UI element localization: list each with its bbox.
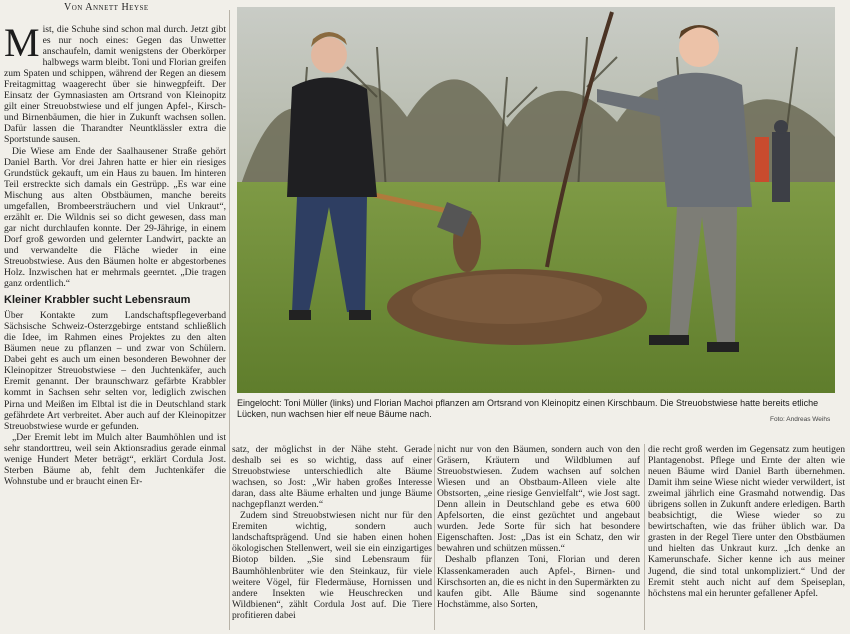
- photo-credit: Foto: Andreas Weihs: [770, 416, 831, 423]
- article-column-4: [648, 444, 845, 634]
- paragraph: „Der Eremit lebt im Mulch alter Baumhöhlen und ist sehr standorttreu, weil sein Aktionsradius gerade einmal wenige Hundert Meter beträgt“, erklärt Cordula Jost. Sterben Bäume ab, fehlt dem Juchtenkäfer die Wohnstube und er braucht einen Er-: [4, 431, 226, 487]
- article-column-3: [437, 444, 640, 634]
- column-divider: [434, 444, 435, 630]
- paragraph: satz, der möglichst in der Nähe steht. Gerade deshalb sei es so wichtig, dass auf einer Streuobstwiese unterschiedlich alte Bäume wachsen, so Jost: „Wir haben großes Interesse daran, dass alte Bäume erhalten und junge Bäume nachgepflanzt werden.“: [232, 444, 432, 511]
- column-divider: [644, 444, 645, 630]
- paragraph: Über Kontakte zum Landschaftspflegeverband Sächsische Schweiz-Osterzgebirge entstand schließlich die Idee, im Rahmen eines Projektes zu den alten Bäumen neue zu pflanzen – und zwar von Schülern. Dabei geht es auch um einen besonderen Bewohner der Kleinopitzer Streuobstwiese – den Juchtenkäfer, auch Eremit genannt. Der braunschwarz gefärbte Krabbler kommt in Sachsen sehr selten vor, lediglich zwischen Pirna und Meißen im Elbtal ist die in Deutschland stark gefährdete Art verbreitet. Aber auch auf der Kleinopitzer Streuobstwiese wurde er gefunden.: [4, 310, 226, 432]
- drop-cap: M: [4, 20, 40, 65]
- photo-illustration: [237, 7, 835, 393]
- article-photo: [237, 7, 835, 393]
- byline: Von Annett Heyse: [64, 2, 149, 13]
- paragraph: Deshalb pflanzen Toni, Florian und deren Klassenkameraden auch Apfel-, Birnen- und Kirschsorten an, die es nicht in den Supermärkten zu kaufen gibt. Alle Bäume sind sogenannte Hochstämme, also Sorten,: [437, 554, 640, 610]
- photo-caption: Eingelocht: Toni Müller (links) und Florian Machoi pflanzen am Ortsrand von Kleinopitz einen Kirschbaum. Die Streuobstwiese hatte bereits etliche Lücken, nun wachsen hier elf neue Bäume nach.: [237, 398, 819, 419]
- lead-paragraph: [4, 20, 226, 146]
- subheading: Kleiner Krabbler sucht Lebensraum: [4, 294, 191, 307]
- paragraph: nicht nur von den Bäumen, sondern auch von den Gräsern, Kräutern und Wildblumen auf Streuobstwiesen. Zudem wachsen auf solchen Wiesen und an Obstbaum-Alleen viele alte Obstsorten, „eine riesige Genvielfalt“, wie Jost sagt. Denn allein in Deutschland gebe es etwa 600 Apfelsorten, die einst gezüchtet und angebaut wurden. Jede Sorte für sich hat besondere Eigenschaften. Jost: „Das ist ein Schatz, den wir bewahren und schützen müssen.“: [437, 444, 640, 555]
- column-divider: [229, 10, 230, 630]
- paragraph: Zudem sind Streuobstwiesen nicht nur für den Eremiten wichtig, sondern auch landschaftsprägend. Und sie haben einen hohen ökologischen Stellenwert, weil sie ein einzigartiges Biotop bilden. „Sie sind Lebensraum für Baumhöhlenbrüter wie den Steinkauz, für viele weitere Vögel, für Fledermäuse, Hornissen und andere Insekten wie Heuschrecken und Wildbienen“, zählt Cordula Jost auf. Die Tiere profitieren dabei: [232, 510, 432, 621]
- paragraph: die recht groß werden im Gegensatz zum heutigen Plantagenobst. Pflege und Ernte der alten wie neuen Bäume wird Daniel Barth übernehmen. Damit ihm seine Wiese nicht wieder verwildert, ist zweimal jährlich eine Grasmahd notwendig. Das übrigens sollen in Zukunft andere erledigen. Barth beabsichtigt, die Wiese wieder so zu bewirtschaften, wie das früher üblich war. Da grasten in der Regel Tiere unter den Obstbäumen und hielten das Unkraut kurz. „Ich denke an Kamerunschafe. Sicher kenne ich aus meiner Jugend, die sind total unkompliziert.“ Und der Eremit steht auch nicht auf dem Speiseplan, höchstens mal ein herunter gefallener Apfel.: [648, 444, 845, 599]
- paragraph: Die Wiese am Ende der Saalhausener Straße gehört Daniel Barth. Vor drei Jahren hatte er hier ein riesiges Grundstück gekauft, um ein Haus zu bauen. Im hinteren Teil erstreckte sich damals ein Gestrüpp. „Es war eine Mischung aus alten Obstbäumen, manche bereits umgefallen, Brombeersträuchern und viel Unkraut“, erzählt er. Die Wildnis sei so dicht gewesen, dass man gar nicht durchlaufen konnte. Der 29-Jährige, in einem Dorf groß geworden und gelernter Landwirt, packte an und verwandelte die Fläche wieder in eine Streuobstwiese. Aus den Bäumen holte er abgestorbenes Holz. Inzwischen hat er mehrmals geerntet. „Die tragen ganz ordentlich.“: [4, 145, 226, 290]
- article-column-2: [232, 444, 432, 634]
- lead-paragraph-text: ist, die Schuhe sind schon mal durch. Jetzt gibt es nur noch eines: Gegen das Unwetter anschaufeln, damit wenigstens der Oberkörper halbwegs warm bleibt. Toni und Florian greifen zum Spaten und schippen, während der Regen an diesem Freitagmittag waagerecht über sie hinwegpfeift. Der Einsatz der Gymnasiasten am Ortsrand von Kleinopitz gilt einer Streuobstwiese und elf jungen Apfel-, Kirsch- und Birnenbäumen, die hier in Zukunft wachsen sollen. Dafür lassen die Tharandter Neuntklässler extra die Sportstunde sausen.: [4, 24, 226, 146]
- article-column-left: [4, 20, 226, 634]
